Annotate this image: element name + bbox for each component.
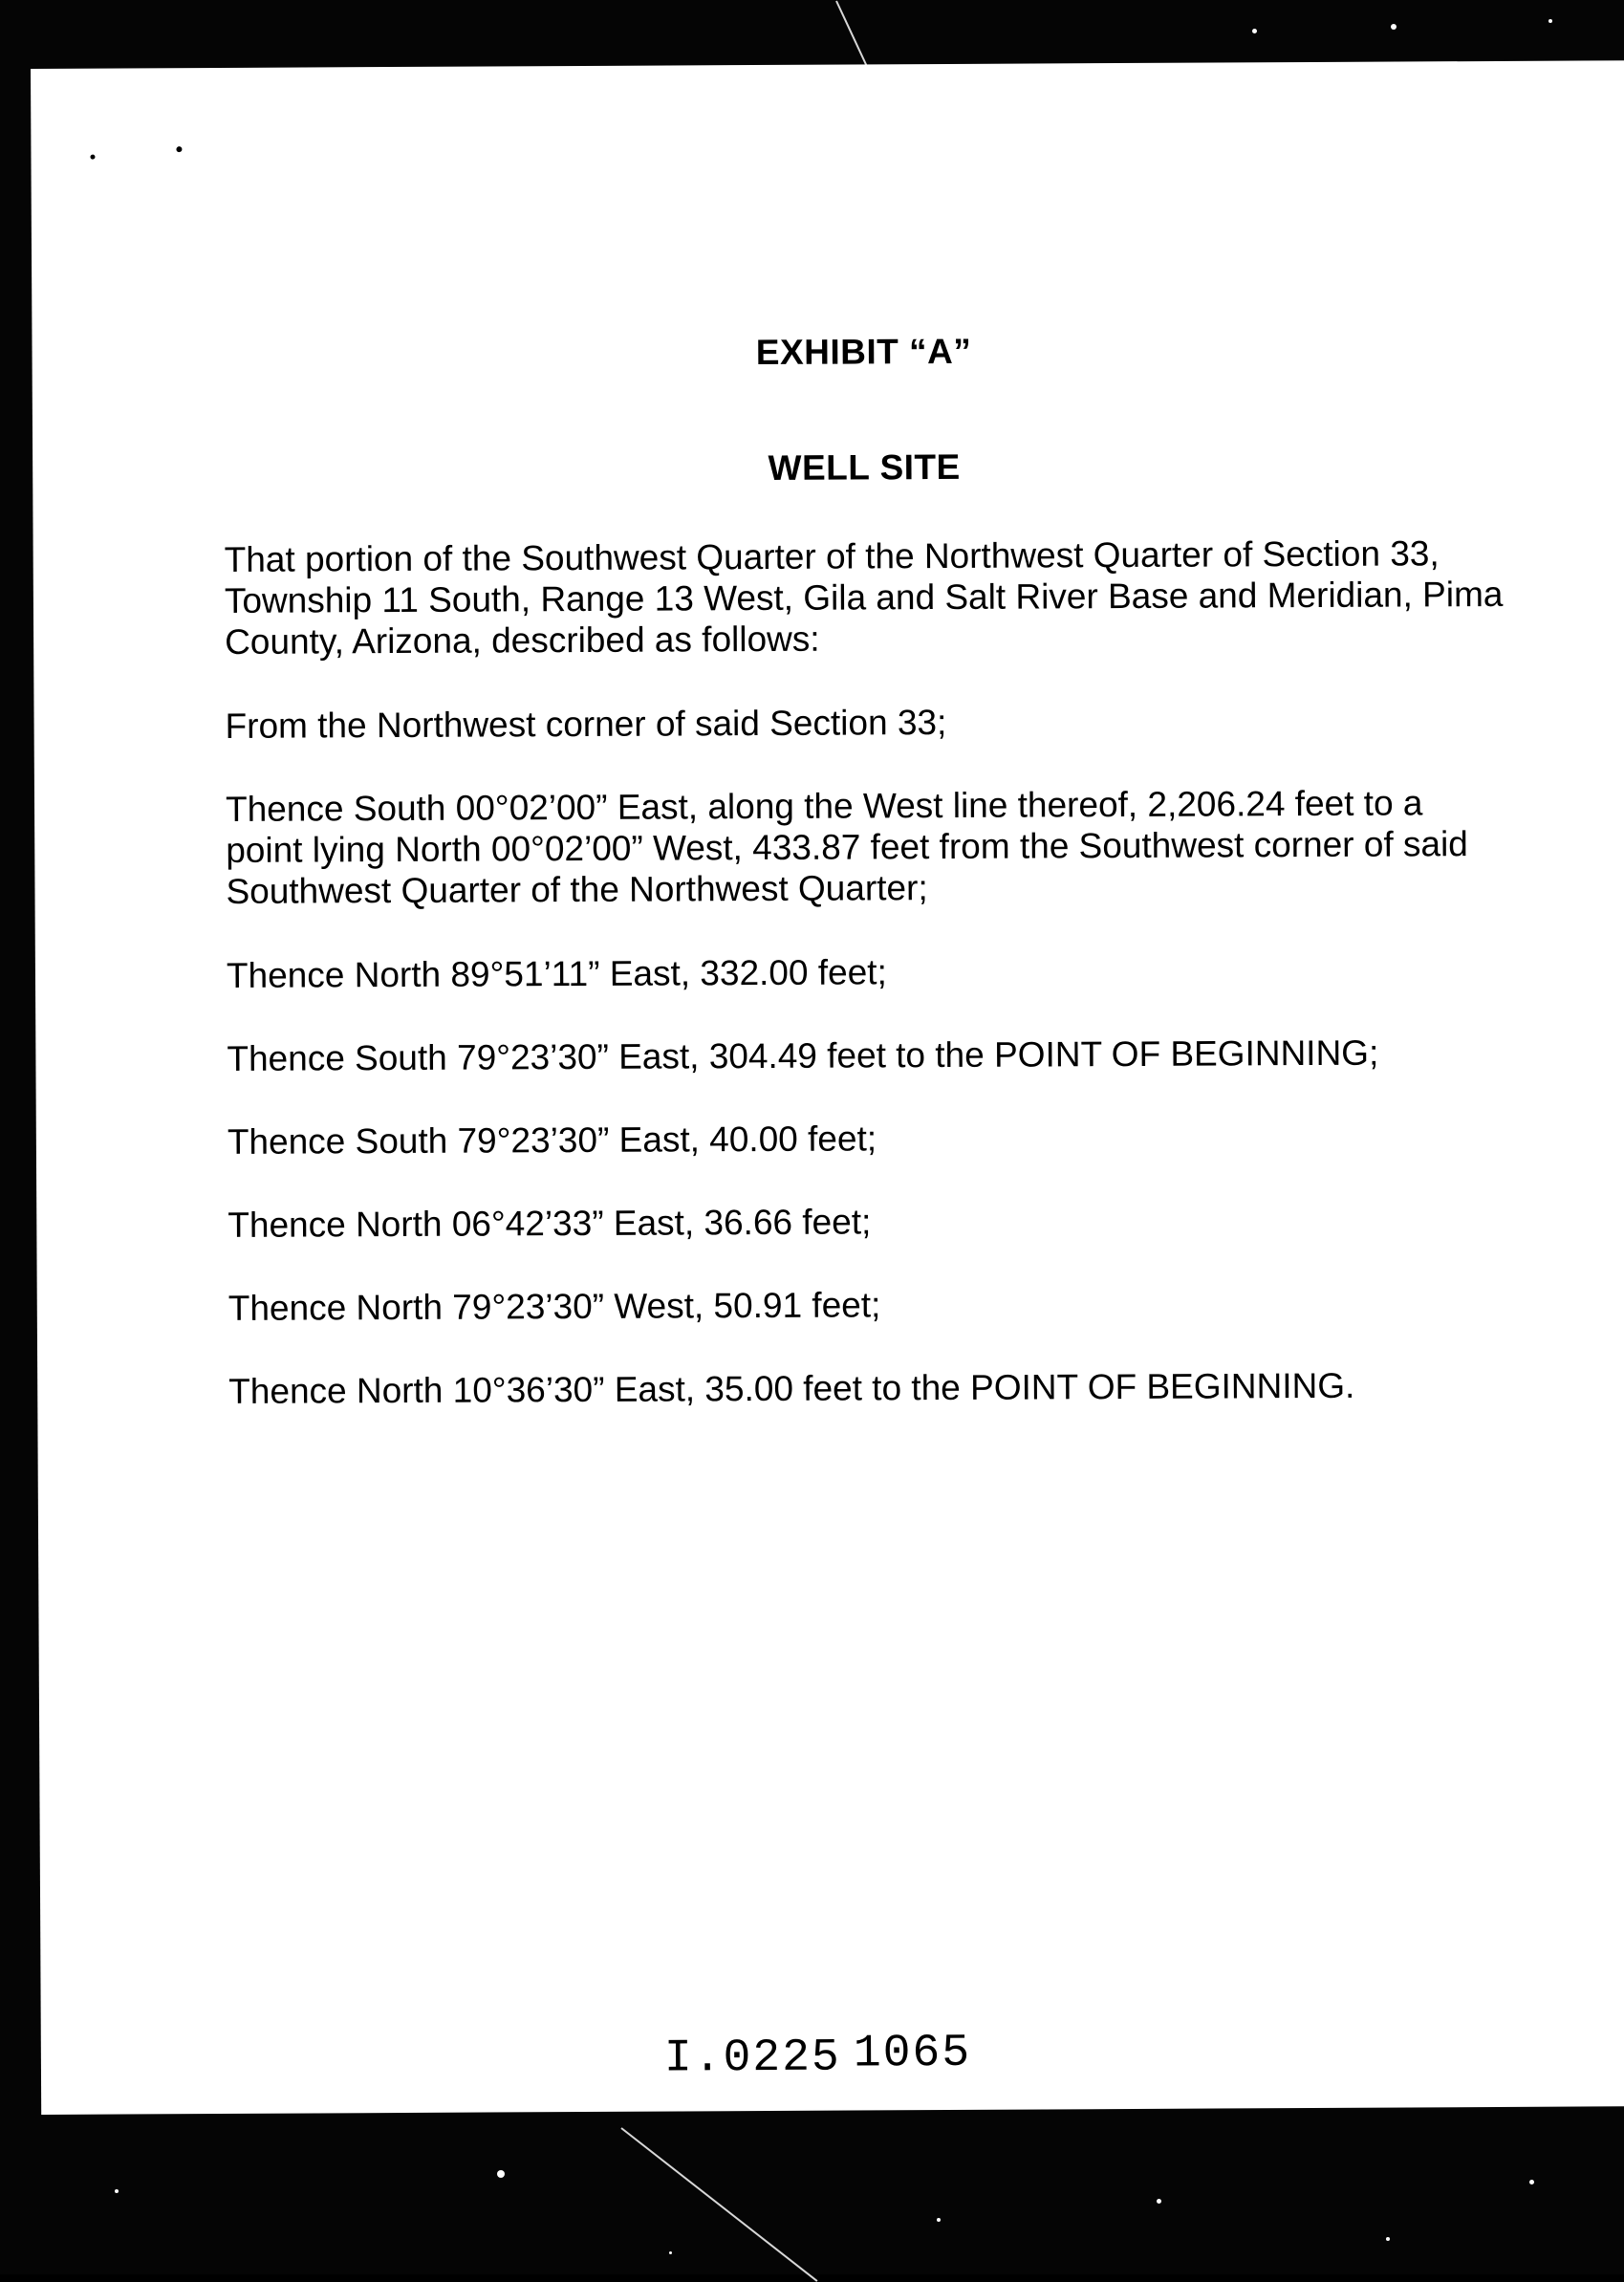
survey-call-paragraph: Thence South 00°02’00” East, along the West line thereof, 2,206.24 feet to a point lying North 00°02’00” West, 433.87 feet from the Southwest corner of said Southwest Quarter of the Northwest Quarter; [225, 783, 1468, 911]
page-speck [176, 146, 182, 152]
scan-speck [937, 2218, 941, 2222]
document-page [31, 60, 1624, 2115]
scan-scratch [620, 2127, 817, 2282]
scan-speck [1548, 19, 1552, 23]
scan-scratch [835, 1, 870, 71]
legal-description-paragraph: That portion of the Southwest Quarter of the Northwest Quarter of Section 33, Township 11 South, Range 13 West, Gila and Salt River Base and Meridian, Pima County, Arizona, described as follows: [224, 533, 1504, 662]
starting-point-paragraph: From the Northwest corner of said Section 33; [225, 702, 947, 746]
scan-speck [1157, 2199, 1161, 2204]
survey-call-paragraph: Thence South 79°23’30” East, 304.49 feet to the POINT OF BEGINNING; [227, 1032, 1379, 1078]
page-speck [90, 155, 95, 160]
scan-speck [669, 2251, 672, 2254]
survey-call-paragraph: Thence South 79°23’30” East, 40.00 feet; [227, 1119, 877, 1162]
scan-speck [115, 2189, 119, 2193]
exhibit-title: EXHIBIT “A” [755, 331, 972, 373]
survey-call-paragraph: Thence North 89°51’11” East, 332.00 feet; [226, 952, 887, 995]
survey-call-paragraph: Thence North 79°23’30” West, 50.91 feet; [227, 1285, 881, 1328]
scan-speck [497, 2170, 505, 2178]
scan-speck [1386, 2237, 1390, 2241]
scan-speck [1252, 29, 1257, 33]
scan-speck [1391, 24, 1397, 30]
record-page-number: 1065 [853, 2027, 972, 2080]
document-subtitle: WELL SITE [768, 446, 961, 488]
survey-call-paragraph: Thence North 06°42’33” East, 36.66 feet; [227, 1202, 872, 1245]
scan-speck [1529, 2180, 1534, 2184]
survey-call-paragraph: Thence North 10°36’30” East, 35.00 feet to the POINT OF BEGINNING. [228, 1365, 1355, 1411]
record-book-number: I.0225 [663, 2032, 841, 2085]
